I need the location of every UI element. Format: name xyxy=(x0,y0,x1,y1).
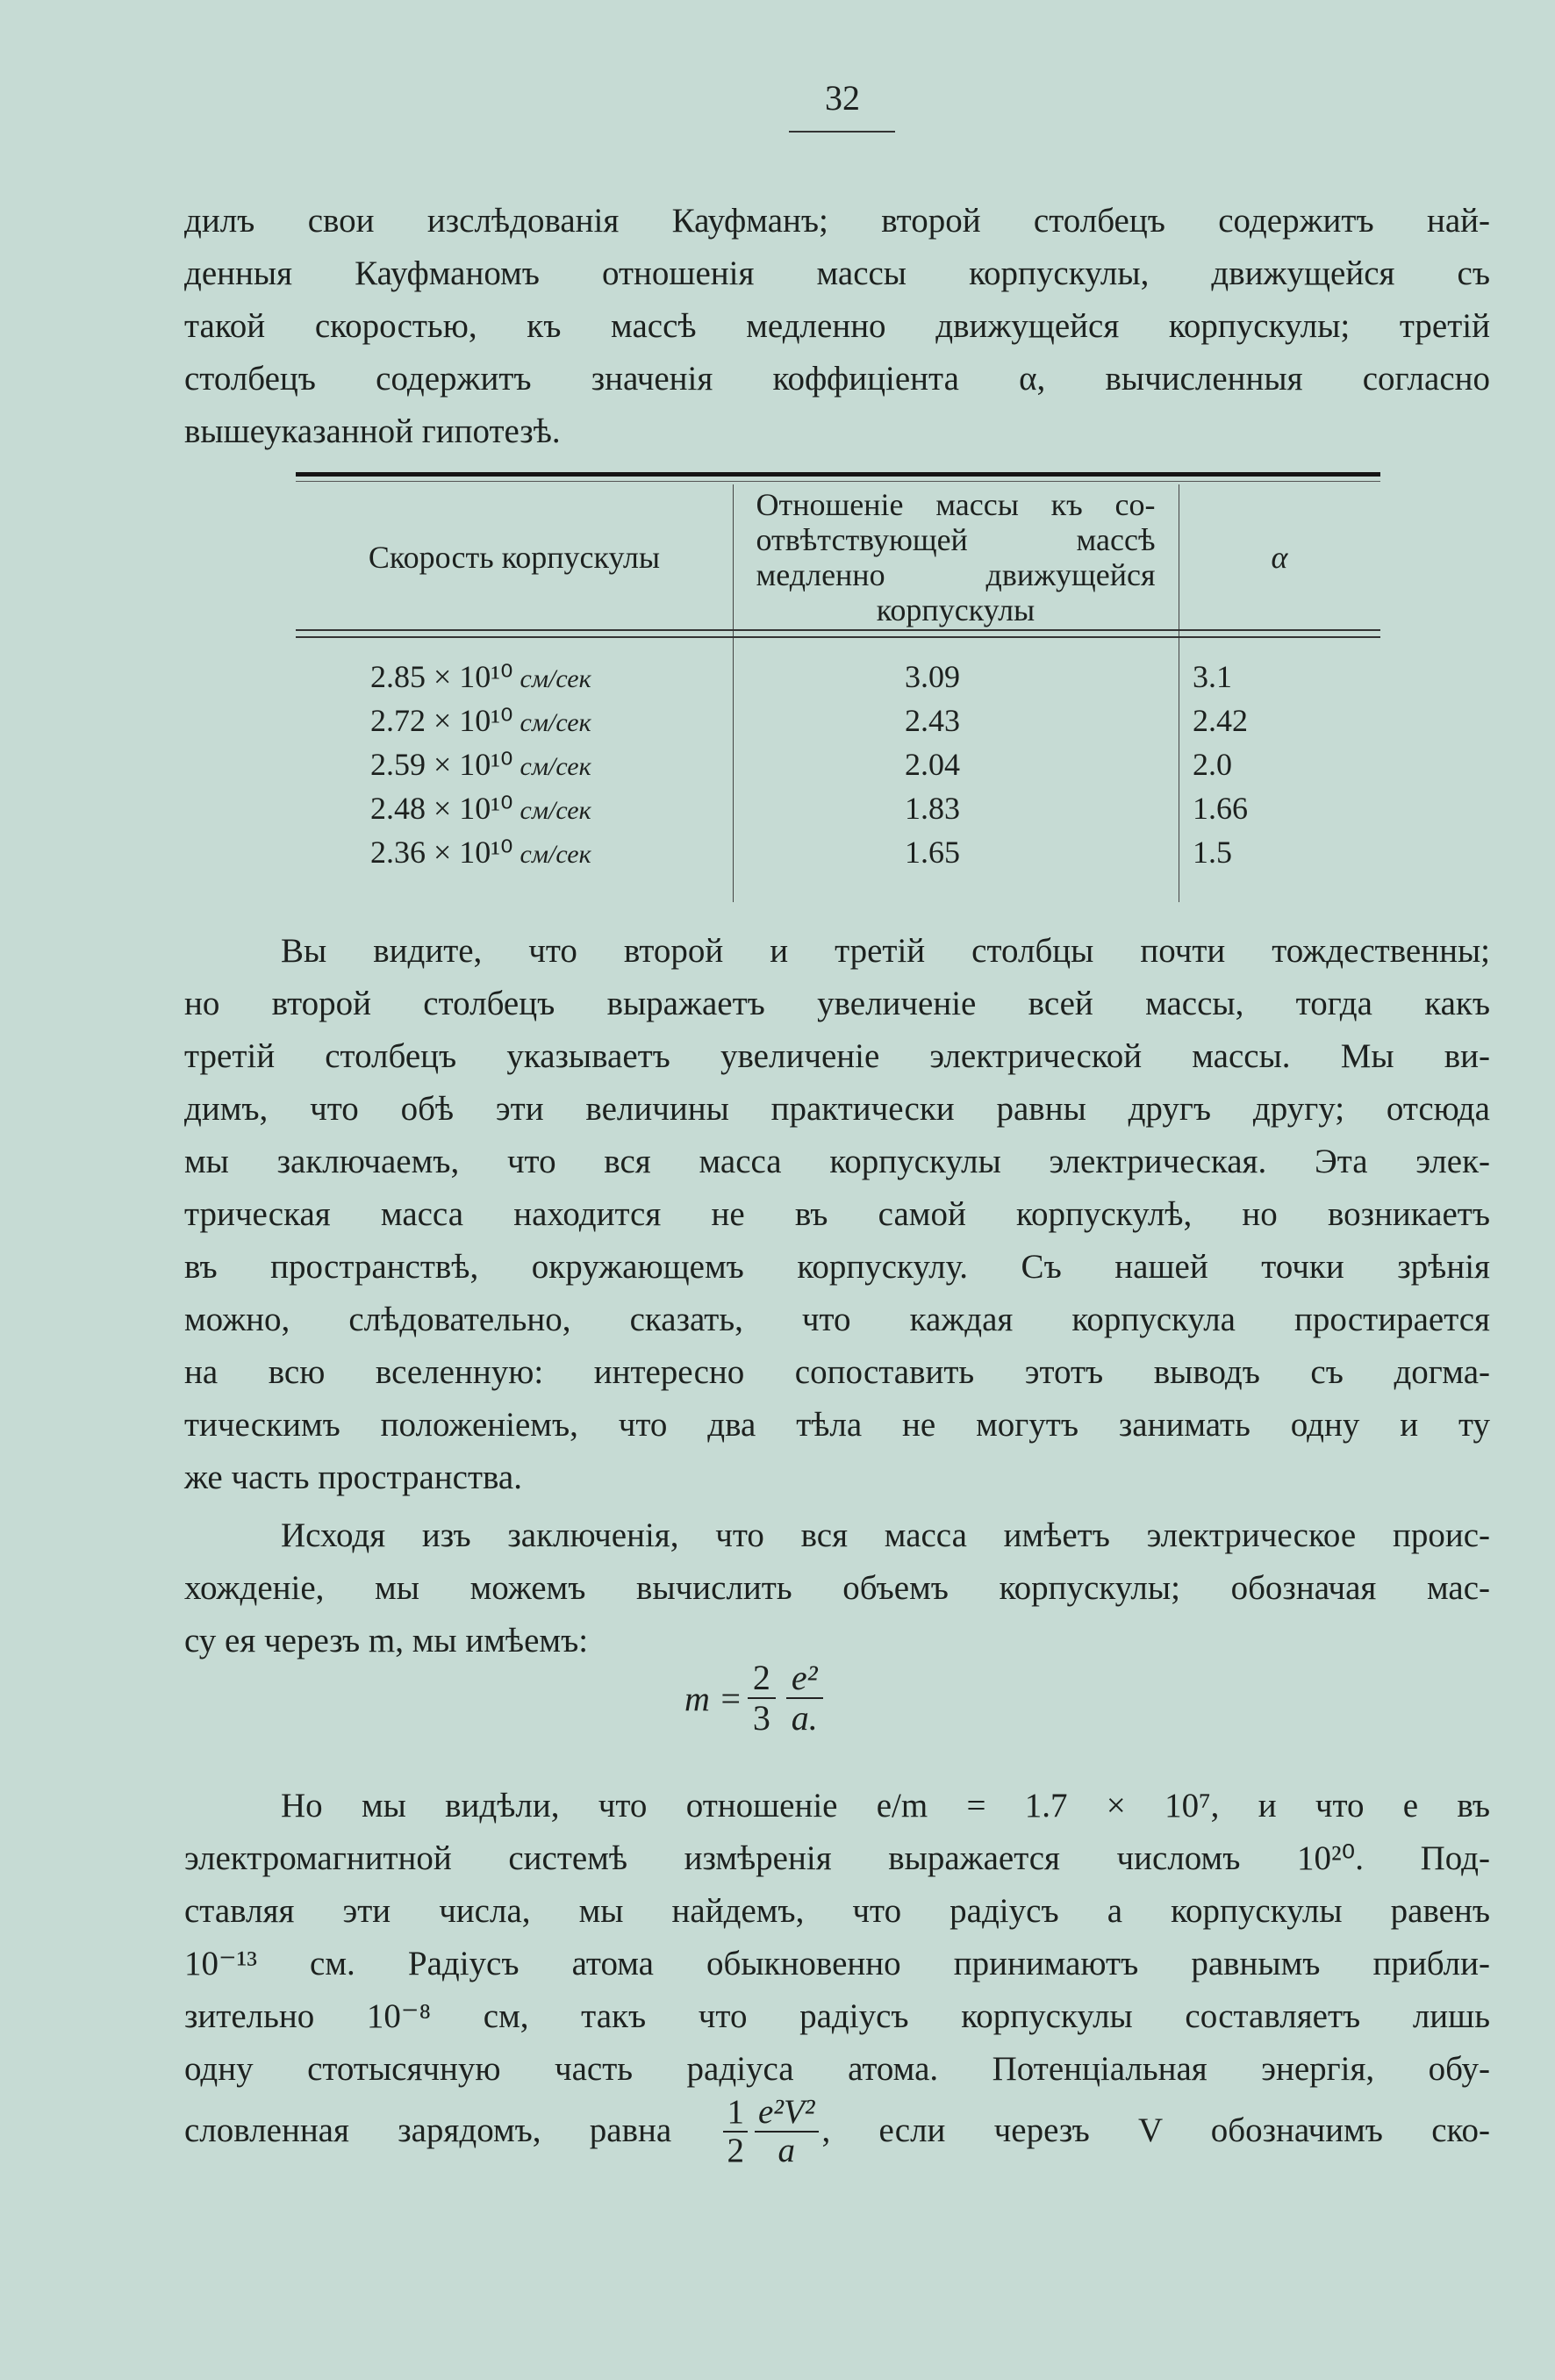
speed-value: 2.72 × 10¹⁰ xyxy=(370,703,513,738)
speed-unit: см/сек xyxy=(520,708,591,737)
mass-formula xyxy=(684,1659,828,1738)
text-line: денныя Кауфманомъ отношенія массы корпускулы, движущейся съ xyxy=(184,254,1490,292)
table-body xyxy=(296,655,1380,874)
alpha-cell: 1.66 xyxy=(1193,791,1248,826)
ratio-cell: 3.09 xyxy=(905,659,960,694)
header-speed: Скорость корпускулы xyxy=(368,539,661,575)
text-line: трическая масса находится не въ самой корпускулѣ, но возникаетъ xyxy=(184,1195,1490,1233)
kaufmann-table xyxy=(296,472,1380,902)
fraction-2-3 xyxy=(748,1659,776,1738)
page-number: 32 xyxy=(825,78,860,118)
speed-unit: см/сек xyxy=(520,664,591,693)
text-line: электромагнитной системѣ измѣренія выражается числомъ 10²⁰. Под- xyxy=(184,1839,1490,1877)
ratio-cell: 1.65 xyxy=(905,835,960,870)
page-number-rule xyxy=(789,131,895,133)
text-line: но второй столбецъ выражаетъ увеличеніе всей массы, тогда какъ xyxy=(184,985,1490,1022)
text-line: вышеуказанной гипотезѣ. xyxy=(184,412,561,450)
text-segment: , если черезъ V обозначимъ ско- xyxy=(821,2111,1490,2149)
numerator: 1 xyxy=(723,2094,748,2133)
numerator: 2 xyxy=(748,1659,776,1699)
speed-value: 2.85 × 10¹⁰ xyxy=(370,659,513,694)
speed-cell xyxy=(370,742,591,789)
table-row xyxy=(296,655,1380,699)
speed-unit: см/сек xyxy=(520,752,591,781)
header-ratio xyxy=(733,484,1179,629)
alpha-cell: 1.5 xyxy=(1193,835,1232,870)
text-line: хожденіе, мы можемъ вычислить объемъ корпускулы; обозначая мас- xyxy=(184,1569,1490,1607)
paragraph-2 xyxy=(184,925,1490,1504)
ratio-cell: 2.04 xyxy=(905,747,960,782)
denominator: a. xyxy=(791,1698,818,1738)
header-rule xyxy=(296,629,1380,631)
fraction-e2-a xyxy=(786,1659,823,1738)
speed-value: 2.48 × 10¹⁰ xyxy=(370,791,513,826)
text-line: димъ, что обѣ эти величины практически равны другъ другу; отсюда xyxy=(184,1090,1490,1128)
text-line: су ея черезъ m, мы имѣемъ: xyxy=(184,1622,589,1660)
numerator: e² xyxy=(786,1659,823,1699)
text-line: ставляя эти числа, мы найдемъ, что радіусъ a корпускулы равенъ xyxy=(184,1892,1490,1930)
text-line: зительно 10⁻⁸ см, такъ что радіусъ корпускулы составляетъ лишь xyxy=(184,1997,1490,2035)
text-line: одну стотысячную часть радіуса атома. Потенціальная энергія, обу- xyxy=(184,2050,1490,2088)
header-ratio-line: медленно движущейся xyxy=(756,556,1156,592)
text-line: въ пространствѣ, окружающемъ корпускулу. Съ нашей точки зрѣнія xyxy=(184,1248,1490,1286)
text-line: Исходя изъ заключенія, что вся масса имѣетъ электрическое проис- xyxy=(281,1516,1490,1554)
alpha-cell: 2.0 xyxy=(1193,747,1232,782)
speed-cell xyxy=(370,786,591,833)
header-alpha: α xyxy=(1271,539,1288,575)
denominator: 2 xyxy=(727,2132,744,2169)
speed-unit: см/сек xyxy=(520,796,591,825)
paragraph-4 xyxy=(184,1780,1490,2169)
speed-cell xyxy=(370,655,591,701)
ratio-cell: 1.83 xyxy=(905,791,960,826)
text-line: мы заключаемъ, что вся масса корпускулы электрическая. Эта элек- xyxy=(184,1143,1490,1180)
header-ratio-line: Отношеніе массы къ со- xyxy=(756,486,1156,522)
speed-value: 2.36 × 10¹⁰ xyxy=(370,835,513,870)
speed-cell xyxy=(370,699,591,745)
text-line: Вы видите, что второй и третій столбцы почти тождественны; xyxy=(281,932,1490,970)
header-rule xyxy=(296,636,1380,638)
text-line: такой скоростью, къ массѣ медленно движущейся корпускулы; третій xyxy=(184,307,1490,345)
header-ratio-line: корпускулы xyxy=(876,591,1035,627)
alpha-cell: 3.1 xyxy=(1193,659,1232,694)
table-row xyxy=(296,699,1380,742)
text-line: столбецъ содержитъ значенія коффиціента α, вычисленныя согласно xyxy=(184,360,1490,398)
text-line: дилъ свои изслѣдованія Кауфманъ; второй столбецъ содержитъ най- xyxy=(184,202,1490,240)
paragraph-3 xyxy=(184,1509,1490,1667)
denominator: 3 xyxy=(752,1698,770,1738)
fraction-1-2 xyxy=(723,2094,748,2169)
text-line: Но мы видѣли, что отношеніе e/m = 1.7 × 10⁷, и что e въ xyxy=(281,1787,1490,1824)
table-row xyxy=(296,830,1380,874)
alpha-cell: 2.42 xyxy=(1193,703,1248,738)
speed-unit: см/сек xyxy=(520,840,591,869)
text-line: 10⁻¹³ см. Радіусъ атома обыкновенно принимаютъ равнымъ прибли- xyxy=(184,1945,1490,1982)
text-line-with-fraction xyxy=(184,2093,1490,2169)
fraction-e2v2-a xyxy=(755,2094,819,2169)
speed-cell xyxy=(370,830,591,877)
formula-lhs: m = xyxy=(684,1678,742,1718)
numerator: e²V² xyxy=(755,2094,819,2133)
header-ratio-line: отвѣтствующей массѣ xyxy=(756,521,1156,557)
speed-value: 2.59 × 10¹⁰ xyxy=(370,747,513,782)
text-line: тическимъ положеніемъ, что два тѣла не могутъ занимать одну и ту xyxy=(184,1406,1490,1444)
text-line: можно, слѣдовательно, сказать, что каждая корпускула простирается xyxy=(184,1301,1490,1338)
table-top-rule-thin xyxy=(296,481,1380,482)
text-segment: словленная зарядомъ, равна xyxy=(184,2111,672,2149)
table-row xyxy=(296,742,1380,786)
table-row xyxy=(296,786,1380,830)
denominator: a xyxy=(778,2132,795,2169)
paragraph-1 xyxy=(184,195,1490,458)
text-line: же часть пространства. xyxy=(184,1459,522,1496)
text-line: на всю вселенную: интересно сопоставить этотъ выводъ съ догма- xyxy=(184,1353,1490,1391)
table-top-rule xyxy=(296,472,1380,477)
text-line: третій столбецъ указываетъ увеличеніе электрической массы. Мы ви- xyxy=(184,1037,1490,1075)
ratio-cell: 2.43 xyxy=(905,703,960,738)
